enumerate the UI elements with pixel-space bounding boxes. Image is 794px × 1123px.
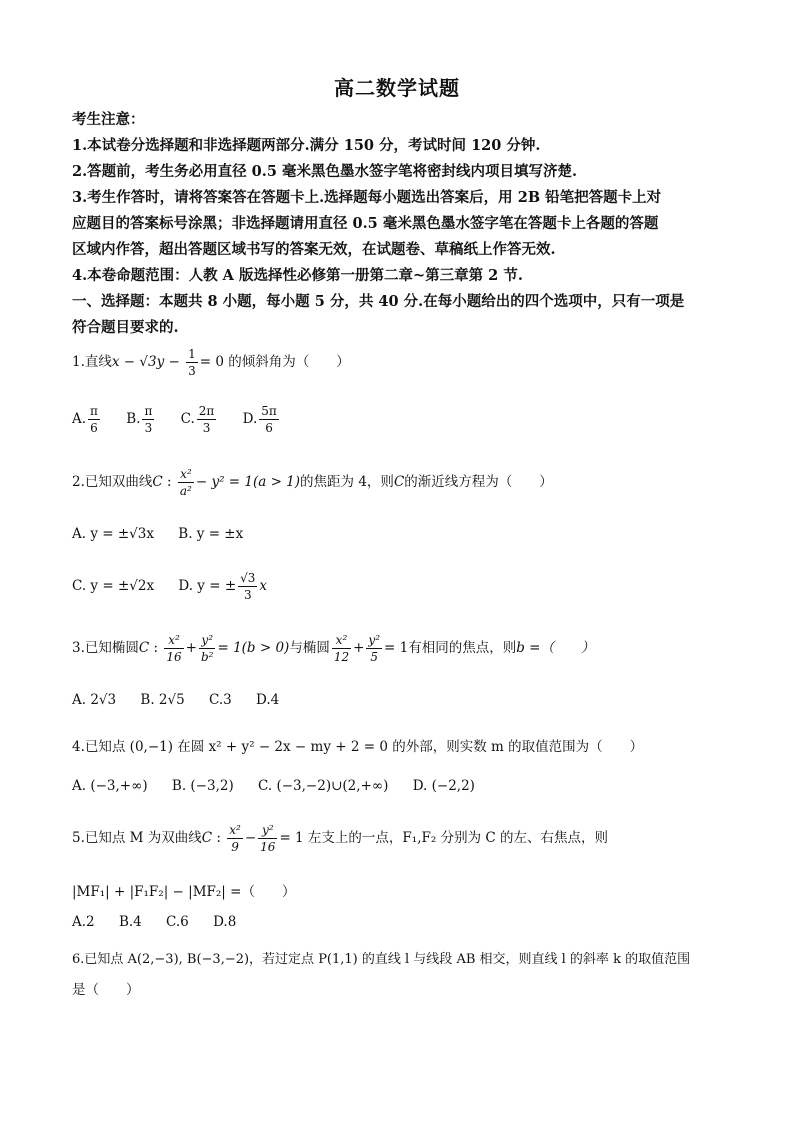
q1-fraction (186, 346, 198, 379)
question-2-options-row2 (72, 570, 287, 603)
q3-f2-den: b² (200, 650, 214, 664)
q3-option-d[interactable]: D.4 (256, 692, 280, 708)
q1-c-label: C. (180, 411, 195, 427)
notice-item-3-cont: 应题目的答案标号涂黑；非选择题请用直径 0.5 毫米黑色墨水签字笔在答题卡上各题的答题 (72, 215, 659, 232)
q5-f1-den: 9 (231, 840, 239, 854)
question-5-line2: |MF₁| + |F₁F₂| − |MF₂| =（ ） (72, 884, 296, 900)
q2-c2: C (393, 474, 405, 490)
q1-c-den: 3 (202, 421, 211, 435)
question-5-options (72, 914, 256, 930)
section-heading: 一、选择题：本题共 8 小题，每小题 5 分，共 40 分.在每小题给出的四个选项中，只有一项是 (72, 293, 685, 310)
q1-c-frac (197, 403, 217, 436)
page-title: 高二数学试题 (334, 76, 460, 100)
q4-option-c[interactable]: C. (−3,−2)∪(2,+∞) (258, 778, 389, 794)
q4-option-d[interactable]: D. (−2,2) (412, 778, 475, 794)
q3-prefix: 3.已知椭圆 (72, 640, 139, 656)
q1-b-label: B. (126, 411, 141, 427)
q2-prefix: 2.已知双曲线 (72, 474, 153, 490)
notice-heading: 考生注意： (72, 111, 145, 128)
notice-item-3-cont2: 区域内作答，超出答题区域书写的答案无效，在试题卷、草稿纸上作答无效. (72, 241, 556, 258)
q1-a-label: A. (72, 411, 87, 427)
q3-option-a[interactable]: A. 2√3 (72, 692, 117, 708)
q3-f4-den: 5 (370, 650, 379, 664)
notice-item-4: 4.本卷命题范围：人教 A 版选择性必修第一册第二章~第三章第 2 节. (72, 267, 523, 284)
q2-option-c[interactable]: C. y = ±√2x (72, 578, 155, 594)
q1-suffix: = 0 的倾斜角为（ ） (199, 354, 350, 370)
notice-item-3: 3.考生作答时，请将答案答在答题卡上.选择题每小题选出答案后，用 2B 铅笔把答题卡上对 (72, 189, 662, 206)
notice-item-1: 1.本试卷分选择题和非选择题两部分.满分 150 分，考试时间 120 分钟. (72, 137, 541, 154)
q1-expression: x − √3y − (111, 354, 185, 370)
q1-b-num: π (144, 404, 153, 418)
q1-option-b[interactable] (126, 404, 156, 435)
q2-d-num: √3 (240, 571, 256, 585)
question-6-stem: 6.已知点 A(2,−3), B(−3,−2)，若过定点 P(1,1) 的直线 l 与线段 AB 相交，则直线 l 的斜率 k 的取值范围 (72, 952, 691, 967)
q3-frac-2 (199, 632, 216, 665)
question-2-options-row1 (72, 526, 263, 542)
q2-c: C (152, 474, 163, 490)
q3-f4-num: y² (368, 633, 381, 647)
q5-suffix: = 1 左支上的一点，F₁,F₂ 分别为 C 的左、右焦点，则 (279, 830, 608, 846)
q1-a-num: π (90, 404, 98, 418)
q3-b: b =（ ） (516, 640, 595, 656)
q3-frac-3 (332, 632, 351, 665)
q1-d-label: D. (242, 411, 258, 427)
q3-f1-num: x² (164, 632, 183, 649)
q5-frac-2 (258, 822, 277, 855)
question-4-options (72, 778, 495, 794)
q3-option-c[interactable]: C.3 (209, 692, 232, 708)
question-2-stem: 2.已知双曲线C : $\frac{\text{x²}}{\text{a²}}$ − y² = 1(a > 1)的焦距为 4，则C的渐近线方程为（ ） (72, 467, 553, 498)
q2-suffix: 的渐近线方程为（ ） (404, 474, 553, 490)
q2-d-post: x (259, 578, 268, 594)
q2-d-den: 3 (243, 588, 252, 602)
q5-option-c[interactable]: C.6 (166, 914, 189, 930)
q3-f2-num: y² (199, 632, 216, 649)
q3-option-b[interactable]: B. 2√5 (140, 692, 185, 708)
q1-option-c[interactable] (180, 404, 219, 435)
q5-c: C (201, 830, 213, 846)
q1-a-den: 6 (90, 421, 98, 435)
q5-option-b[interactable]: B.4 (118, 914, 142, 930)
q1-frac-den: 3 (188, 364, 196, 378)
q3-frac-1 (164, 632, 183, 665)
q1-b-den: 3 (144, 421, 153, 435)
q1-c-num: 2π (198, 404, 215, 418)
q3-f3-den: 12 (333, 650, 350, 664)
q2-mid: 的焦距为 4，则 (300, 474, 394, 490)
q2-num: x² (178, 466, 194, 483)
q3-suffix: 有相同的焦点，则 (408, 640, 517, 656)
question-5-stem: 5.已知点 M 为双曲线C : $\frac{\text{x²}}{9}$ − $\frac{\text{y²}}{16}$ = 1 左支上的一点，F₁,F₂ 分别为 C 的左、右焦点，则 (72, 823, 608, 854)
q1-option-d[interactable] (242, 404, 281, 435)
q1-b-frac (142, 403, 154, 436)
q2-option-b[interactable]: B. y = ±x (178, 526, 244, 542)
q1-frac-num: 1 (188, 347, 196, 361)
q2-d-pre: D. y = ± (178, 578, 237, 594)
section-heading-cont: 符合题目要求的. (72, 319, 179, 336)
q3-mid: 与椭圆 (289, 640, 330, 656)
q1-d-den: 6 (265, 421, 273, 435)
q5-option-d[interactable]: D.8 (213, 914, 237, 930)
q3-cond: = 1(b > 0) (217, 640, 290, 656)
q2-fraction (178, 466, 194, 499)
q1-a-frac (88, 403, 100, 436)
q4-option-b[interactable]: B. (−3,2) (171, 778, 234, 794)
q2-d-frac (238, 570, 257, 603)
q5-frac-1 (227, 822, 243, 855)
question-1-options (72, 403, 301, 436)
q2-option-d[interactable] (178, 571, 268, 602)
q2-option-a[interactable]: A. y = ±√3x (72, 526, 154, 542)
q1-d-num: 5π (261, 404, 277, 418)
q2-den: a² (179, 484, 192, 498)
notice-item-2: 2.答题前，考生务必用直径 0.5 毫米黑色墨水签字笔将密封线内项目填写济楚. (72, 163, 578, 180)
q5-prefix: 5.已知点 M 为双曲线 (72, 830, 202, 846)
q1-option-a[interactable] (72, 404, 102, 435)
q3-c: C (138, 640, 150, 656)
q4-option-a[interactable]: A. (−3,+∞) (72, 778, 148, 794)
q5-f2-num: y² (258, 822, 277, 839)
q5-f1-num: x² (229, 823, 241, 837)
question-4-stem: 4.已知点 (0,−1) 在圆 x² + y² − 2x − my + 2 = 0 的外部，则实数 m 的取值范围为（ ） (72, 739, 644, 755)
question-3-stem: 3.已知椭圆C : $\frac{\text{x²}}{16}$ + $\frac{\text{y²}}{\text{b²}}$ = 1(b > 0)与椭圆 $\frac{\text{x²}}{12}$ + $\frac{\text{y²}}{5}$ = 1有相同的焦点，则b =（ ） (72, 633, 595, 664)
q1-prefix: 1.直线 (72, 354, 112, 370)
q3-eq: = 1 (384, 640, 409, 656)
q3-f1-den: 16 (166, 650, 182, 664)
q3-f3-num: x² (332, 632, 351, 649)
q2-expression: − y² = 1(a > 1) (195, 474, 301, 490)
q3-frac-4 (366, 632, 382, 665)
q1-d-frac (259, 403, 279, 436)
question-6-line2: 是（ ） (72, 982, 140, 998)
q5-option-a[interactable]: A.2 (72, 914, 95, 930)
question-1-stem (72, 346, 350, 379)
q5-f2-den: 16 (260, 840, 276, 854)
question-3-options (72, 692, 299, 708)
